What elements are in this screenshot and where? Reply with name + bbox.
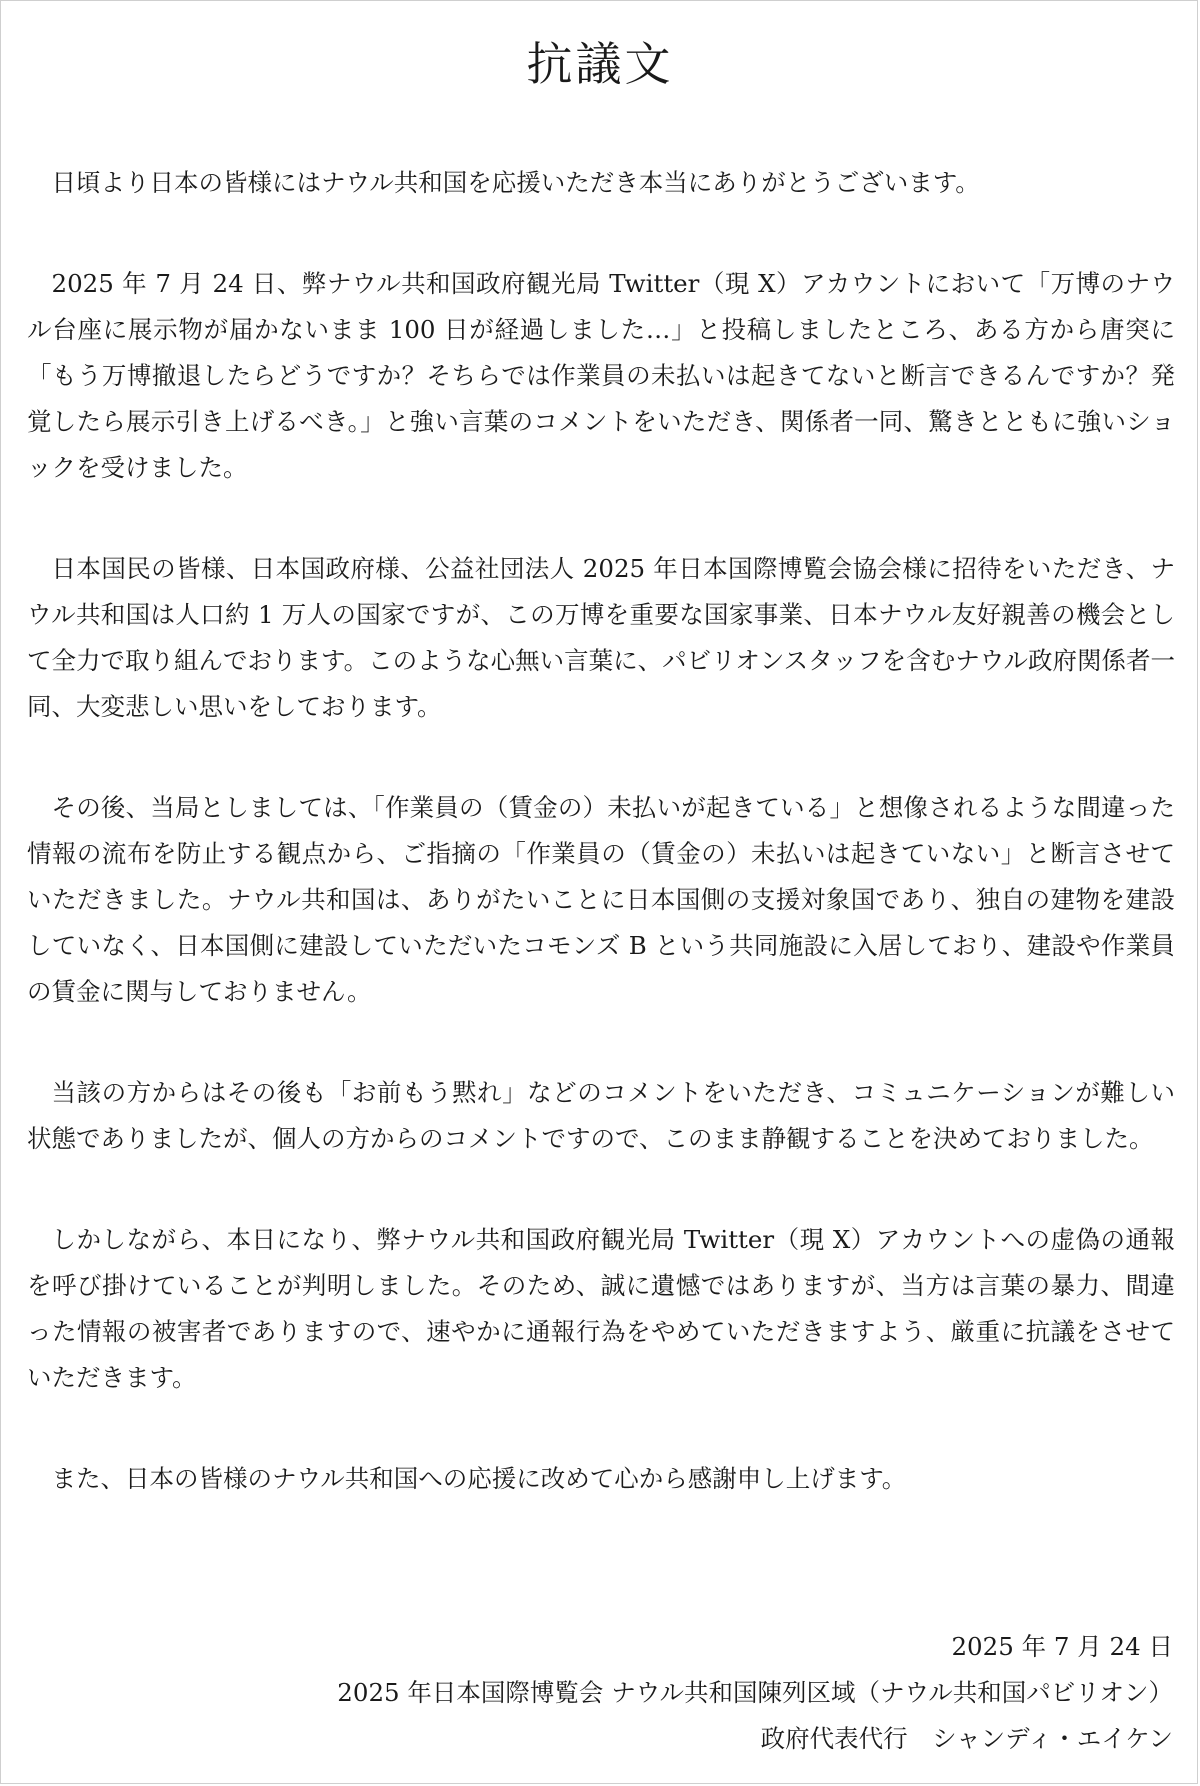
signature-representative: 政府代表代行 シャンディ・エイケン xyxy=(760,1724,1173,1753)
paragraph-incident: 2025 年 7 月 24 日、弊ナウル共和国政府観光局 Twitter（現 X）アカウントにおいて「万博のナウル台座に展示物が届かないまま 100 日が経過しました…」と投稿しましたところ、ある方から唐突に「もう万博撤退したらどうですか？そちらでは作業員の未払いは起きてないと断言できるんですか？発覚したら展示引き上げるべき。」と強い言葉のコメントをいただき、関係者一同、驚きとともに強いショックを受けました。 xyxy=(27,269,1176,482)
document-body xyxy=(27,160,1175,1557)
paragraph-response: その後、当局としましては、「作業員の（賃金の）未払いが起きている」と想像されるような間違った情報の流布を防止する観点から、ご指摘の「作業員の（賃金の）未払いは起きていない」と断言させていただきました。ナウル共和国は、ありがたいことに日本国側の支援対象国であり、独自の建物を建設していなく、日本国側に建設していただいたコモンズ B という共同施設に入居しており、建設や作業員の賃金に関与しておりません。 xyxy=(27,793,1175,1006)
paragraph-followup: 当該の方からはその後も「お前もう黙れ」などのコメントをいただき、コミュニケーションが難しい状態でありましたが、個人の方からのコメントですので、このまま静観することを決めておりました。 xyxy=(27,1078,1175,1153)
paragraph-protest: しかしながら、本日になり、弊ナウル共和国政府観光局 Twitter（現 X）アカウントへの虚偽の通報を呼び掛けていることが判明しました。そのため、誠に遺憾ではありますが、当方は言葉の暴力、間違った情報の被害者でありますので、速やかに通報行為をやめていただきますよう、厳重に抗議をさせていただきます。 xyxy=(27,1225,1175,1392)
paragraph-greeting: 日頃より日本の皆様にはナウル共和国を応援いただき本当にありがとうございます。 xyxy=(51,168,980,197)
signature-block xyxy=(337,1624,1173,1762)
signature-date: 2025 年 7 月 24 日 xyxy=(951,1632,1173,1661)
paragraph-context: 日本国民の皆様、日本国政府様、公益社団法人 2025 年日本国際博覧会協会様に招待をいただき、ナウル共和国は人口約 1 万人の国家ですが、この万博を重要な国家事業、日本ナウル友好親善の機会として全力で取り組んでおります。このような心無い言葉に、パビリオンスタッフを含むナウル政府関係者一同、大変悲しい思いをしております。 xyxy=(27,554,1175,721)
signature-organization: 2025 年日本国際博覧会 ナウル共和国陳列区域（ナウル共和国パビリオン） xyxy=(337,1678,1173,1707)
document-title: 抗議文 xyxy=(526,37,674,91)
paragraph-thanks: また、日本の皆様のナウル共和国への応援に改めて心から感謝申し上げます。 xyxy=(51,1464,907,1493)
